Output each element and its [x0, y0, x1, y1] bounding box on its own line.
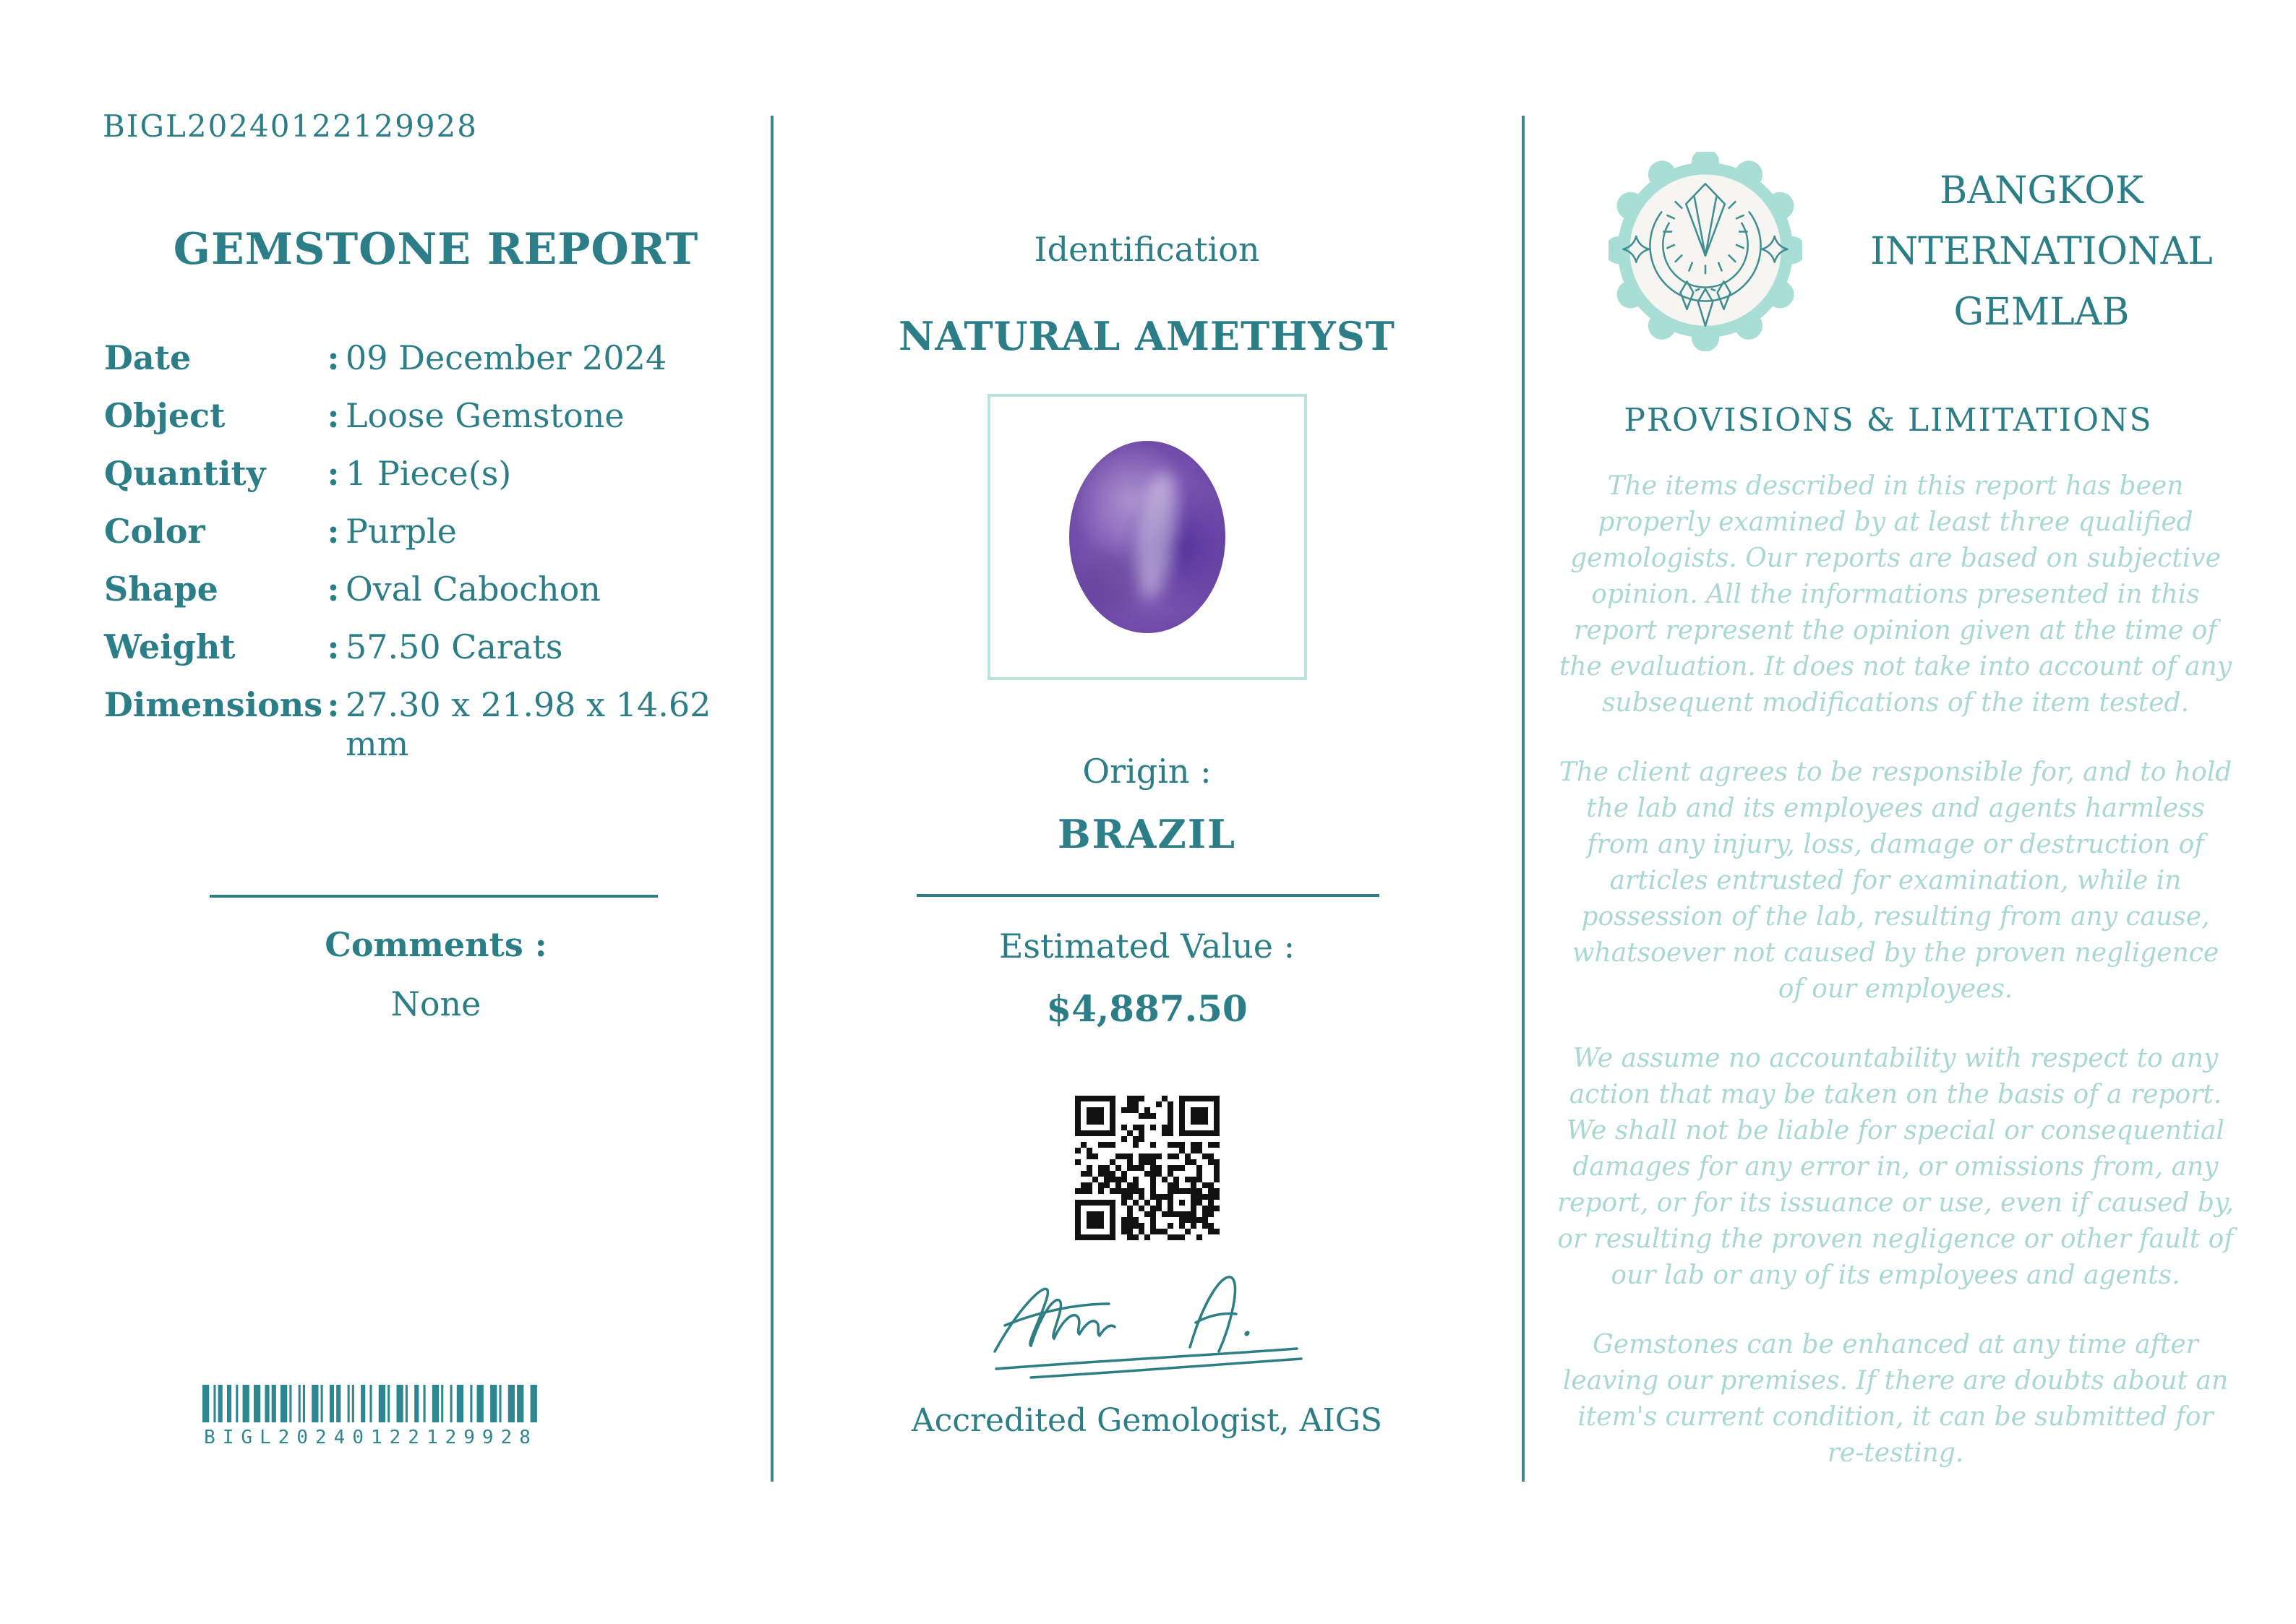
- gemologist-signature: [985, 1256, 1310, 1390]
- barcode: [202, 1385, 539, 1448]
- qr-code-image: [1075, 1096, 1220, 1240]
- table-row-quantity: [104, 454, 771, 512]
- row-label: Dimensions: [104, 685, 323, 724]
- comments-divider: [210, 895, 658, 898]
- lab-provisions-column: [1523, 0, 2296, 1624]
- table-row-object: [104, 396, 771, 454]
- row-label: Shape: [104, 570, 218, 609]
- row-label: Object: [104, 396, 226, 435]
- gem-photo: [1069, 441, 1225, 633]
- comments-label: Comments :: [325, 925, 547, 964]
- row-label: Date: [104, 338, 192, 377]
- row-value: 09 December 2024: [346, 338, 667, 377]
- gem-photo-frame: [988, 394, 1307, 680]
- table-row-shape: [104, 570, 771, 627]
- lab-name: [1837, 160, 2246, 343]
- qr-code: [1075, 1096, 1220, 1240]
- table-row-date: [104, 338, 771, 396]
- row-separator: :: [327, 512, 340, 551]
- row-value: Loose Gemstone: [346, 396, 625, 435]
- row-separator: :: [327, 338, 340, 377]
- row-separator: :: [327, 454, 340, 493]
- row-value: Purple: [346, 512, 457, 551]
- barcode-text: BIGL20240122129928: [204, 1427, 538, 1448]
- page-title: GEMSTONE REPORT: [173, 224, 699, 275]
- row-value: Oval Cabochon: [346, 570, 601, 609]
- row-label: Color: [104, 512, 205, 551]
- provisions-heading: PROVISIONS & LIMITATIONS: [1624, 402, 2153, 439]
- row-value: 57.50 Carats: [346, 627, 563, 666]
- provisions-paragraph: Gemstones can be enhanced at any time after leaving our premises. If there are doubts about an item's current condition, it can be submitted for re-testing.: [1562, 1330, 2229, 1468]
- report-number: BIGL20240122129928: [103, 108, 478, 144]
- comments-value: None: [390, 984, 481, 1023]
- row-separator: :: [327, 627, 340, 666]
- row-value: 27.30 x 21.98 x 14.62 mm: [346, 685, 711, 763]
- lab-header: [1609, 152, 2246, 351]
- row-separator: :: [327, 570, 340, 609]
- identification-heading: Identification: [1034, 230, 1260, 269]
- table-row-dimensions: [104, 685, 771, 763]
- report-details-column: [101, 0, 771, 1624]
- lab-name-line: GEMLAB: [1953, 291, 2130, 334]
- value-divider: [917, 894, 1379, 897]
- barcode-image: [202, 1385, 539, 1422]
- estimated-value-amount: $4,887.50: [1046, 987, 1248, 1030]
- origin-value: BRAZIL: [1057, 811, 1237, 857]
- row-label: Quantity: [104, 454, 266, 493]
- row-separator: :: [327, 396, 340, 435]
- details-table: [104, 338, 771, 763]
- provisions-paragraph: We assume no accountability with respect to any action that may be taken on the basis of a report. We shall not be liable for special or consequential damages for any error in, or omissions from, any report, or for its issuance or use, even if caused by, or resulting the proven negligence or other fault of our lab or any of its employees and agents.: [1556, 1044, 2235, 1290]
- row-label: Weight: [104, 627, 236, 666]
- provisions-paragraph: The items described in this report has been properly examined by at least three qualified gemologists. Our reports are based on subjective opinion. All the informations presented in this report represent the opinion given at the time of the evaluation. It does not take into account of any subsequent modifications of the item tested.: [1559, 471, 2232, 718]
- table-row-color: [104, 512, 771, 570]
- provisions-text: [1556, 468, 2235, 1505]
- row-separator: :: [327, 685, 340, 724]
- lab-name-line: BANGKOK: [1940, 169, 2143, 212]
- provisions-paragraph: The client agrees to be responsible for, and to hold the lab and its employees and agents harmless from any injury, loss, damage or destruction of articles entrusted for examination, while in possession of the lab, resulting from any cause, whatsoever not caused by the proven negligence of our employees.: [1559, 757, 2232, 1004]
- row-value: 1 Piece(s): [346, 454, 512, 493]
- gemologist-credential: Accredited Gemologist, AIGS: [911, 1402, 1383, 1439]
- estimated-value-label: Estimated Value :: [998, 927, 1295, 966]
- table-row-weight: [104, 627, 771, 685]
- gem-name: NATURAL AMETHYST: [899, 313, 1395, 359]
- origin-label: Origin :: [1082, 752, 1212, 791]
- identification-column: [772, 0, 1522, 1624]
- lab-name-line: INTERNATIONAL: [1870, 230, 2213, 273]
- gemlab-badge-icon: [1609, 152, 1802, 351]
